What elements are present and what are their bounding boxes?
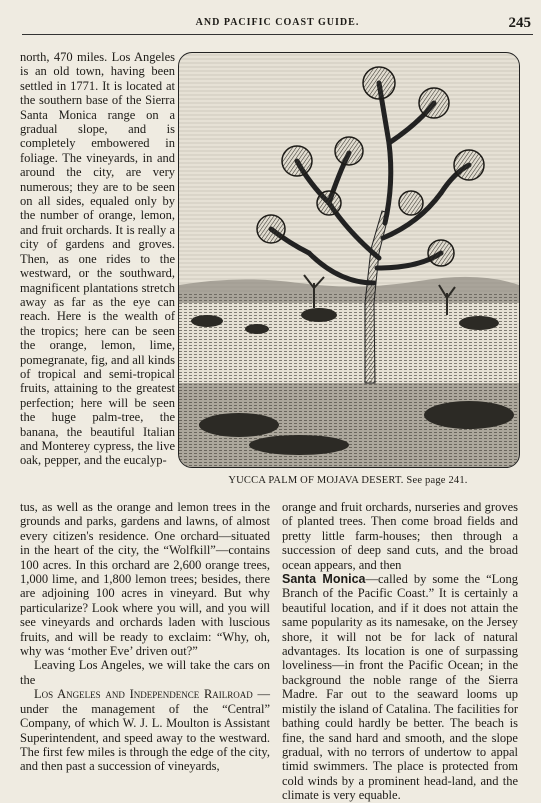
yucca-engraving-illustration [179, 53, 519, 467]
railroad-name: Los Angeles and Independence Railroad [34, 687, 253, 702]
running-head [22, 12, 533, 35]
santa-monica-paragraph [282, 572, 518, 803]
running-title: AND PACIFIC COAST GUIDE. [195, 17, 360, 28]
figure-caption: YUCCA PALM OF MOJAVA DESERT. See page 241. [228, 475, 468, 486]
santa-monica-heading: Santa Monica [282, 572, 366, 587]
railroad-paragraph [20, 687, 270, 773]
page-number: 245 [508, 15, 531, 31]
continuation-paragraph: tus, as well as the orange and lemon trees in the grounds and parks, gardens and lawns, of almost every citizen's residence. One orchard—situated in the heart of the city, the “Wolfkill”—contains 100 acres. In this orchard are 2,600 orange trees, 1,000 lime, and 1,800 lemon trees; besides, there are adjoining 100 acres in vineyard. But why particularize? Look where you will, and you will see vineyards and orchards laden with luscious fruits, and will be ready to exclaim: “Why, oh, why was ‘mother Eve’ driven out?” [20, 500, 270, 659]
engraving-figure [178, 52, 518, 458]
santa-monica-text: —called by some the “Long Branch of the Pacific Coast.” It is certainly a beautiful location, and if it does not attain the same popularity as its namesake, on the Jersey shore, it will not be for lack of natural advantages. Its location is one of surpassing loveliness—in front the Pacific Ocean; in the background the noble range of the Sierra Madre. Far out to the seaward looms up mistily the island of Catalina. The facilities for bathing could hardly be better. The beach is fine, the sand hard and smooth, and the slope gradual, with no terrors of undertow to appal timid swimmers. The place is protected from cold winds by a prominent head-land, and the climate is very equable. [282, 572, 519, 803]
left-column-text: north, 470 miles. Los Angeles is an old town, having been settled in 1771. It is located at the southern base of the Sierra Santa Monica range on a gradual slope, and is completely embowered in foliage. The vineyards, in and around the city, are very numerous; they are to be seen on all sides, equaled only by the number of orange, lemon, and fruit orchards. It is really a city of gardens and groves. Then, as one rides to the westward, or the southward, magnificent plantations stretch away as far as the eye can reach. Here is the wealth of the tropics; here can be seen the orange, lemon, lime, pomegranate, fig, and all kinds of tropical and semi-tropical fruits, attaining to the greatest perfection; here will be seen the huge palm-tree, the banana, the beautiful Italian and Monterey cypress, the live oak, pepper, and the eucalyp- [20, 50, 175, 468]
leaving-paragraph: Leaving Los Angeles, we will take the cars on the [20, 658, 270, 687]
bottom-right-column [282, 500, 518, 803]
railroad-description: — under the management of the “Central” Company, of which W. J. L. Moulton is Assistant Superintendent, and speed away to the westward. The first few miles is through the edge of the city, and then past a succession of vineyards, [20, 687, 271, 774]
orchards-paragraph: orange and fruit orchards, nurseries and groves of planted trees. Then come broad fields and pretty little farm-houses; then through a succession of deep sand cuts, and the broad ocean appears, and then [282, 500, 518, 572]
engraving-frame [178, 52, 520, 468]
bottom-left-column [20, 500, 270, 774]
